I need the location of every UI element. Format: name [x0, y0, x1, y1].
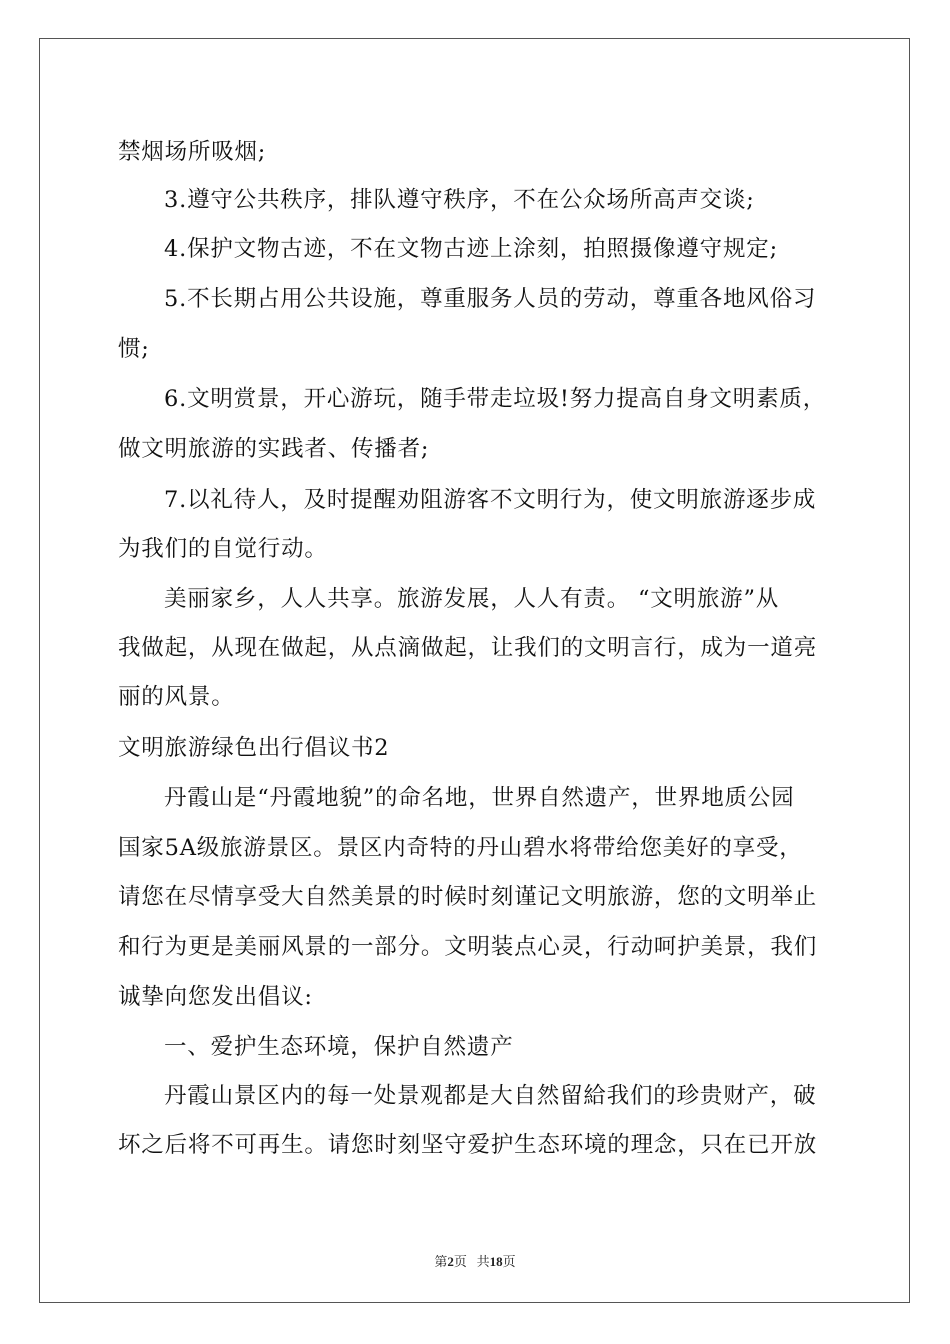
footer-page-suffix: 页: [453, 1254, 467, 1269]
footer-page-number: 2: [447, 1254, 454, 1269]
text-line: 一、爱护生态环境，保护自然遗产: [164, 1034, 514, 1060]
text-line: 为我们的自觉行动。: [118, 536, 328, 562]
text-line: 国家5A级旅游景区。景区内奇特的丹山碧水将带给您美好的享受，: [118, 835, 803, 861]
footer-total-pages: 18: [489, 1254, 503, 1269]
text-line: 丹霞山景区内的每一处景观都是大自然留給我们的珍贵财产，破: [164, 1083, 817, 1109]
text-line: 禁烟场所吸烟;: [118, 139, 267, 165]
text-line: 7.以礼待人，及时提醒劝阻游客不文明行为，使文明旅游逐步成: [164, 487, 817, 513]
section-heading: 文明旅游绿色出行倡议书2: [118, 735, 390, 761]
text-line: 5.不长期占用公共设施，尊重服务人员的劳动，尊重各地风俗习: [164, 286, 817, 312]
text-line: 惯;: [118, 336, 150, 362]
text-line: 做文明旅游的实践者、传播者;: [118, 436, 430, 462]
text-line: 我做起，从现在做起，从点滴做起，让我们的文明言行，成为一道亮: [118, 635, 818, 661]
text-line: 美丽家乡，人人共享。旅游发展，人人有责。 “文明旅游”从: [164, 586, 780, 612]
text-line: 6.文明赏景，开心游玩，随手带走垃圾!努力提高自身文明素质，: [164, 386, 827, 412]
text-line: 丽的风景。: [118, 684, 235, 710]
footer-total-prefix: 共: [476, 1254, 490, 1269]
text-line: 4.保护文物古迹，不在文物古迹上涂刻，拍照摄像遵守规定;: [164, 236, 778, 262]
text-line: 丹霞山是“丹霞地貌”的命名地，世界自然遗产，世界地质公园: [164, 785, 795, 811]
text-line: 3.遵守公共秩序，排队遵守秩序，不在公众场所高声交谈;: [164, 187, 755, 213]
footer-prefix: 第: [434, 1254, 448, 1269]
footer-total-suffix: 页: [502, 1254, 516, 1269]
text-line: 诚挚向您发出倡议:: [118, 984, 313, 1010]
page-frame: [39, 38, 910, 1303]
text-line: 和行为更是美丽风景的一部分。文明装点心灵，行动呵护美景，我们: [118, 934, 818, 960]
text-line: 请您在尽情享受大自然美景的时候时刻谨记文明旅游，您的文明举止: [118, 884, 818, 910]
page-footer: [0, 1251, 950, 1270]
text-line: 坏之后将不可再生。请您时刻坚守爱护生态环境的理念，只在已开放: [118, 1132, 818, 1158]
